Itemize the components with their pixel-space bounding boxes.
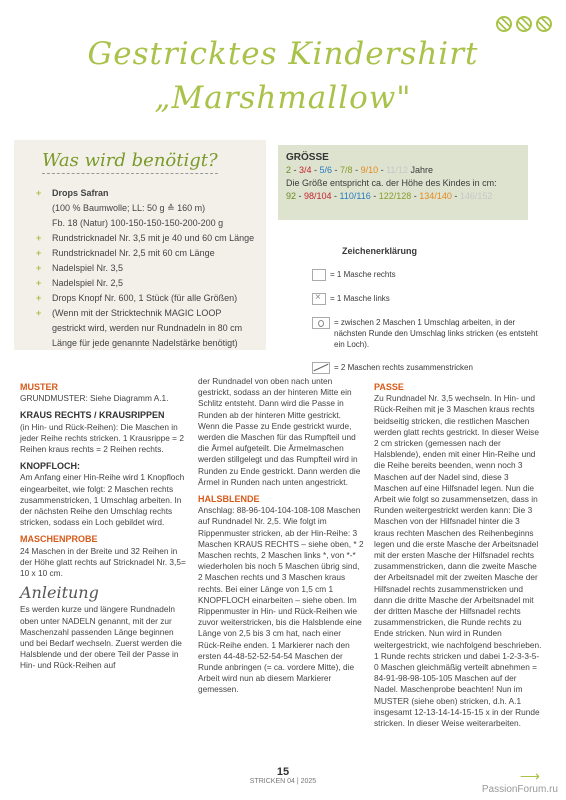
page-footer — [0, 766, 566, 785]
size-value: 122/128 — [378, 191, 412, 201]
legend-text: = 1 Masche links — [330, 294, 390, 303]
body-text: Es werden kurze und längere Rundnadeln oben unter NADELN genannt, mit der zur Maschenzahl passenden Länge beginnen und bei Bedarf wechseln. Zuerst werden die Halsblende und der obere Teil der Passe in Hin- und Rück-Reihen auf — [20, 604, 182, 671]
materials-item: + Rundstricknadel Nr. 2,5 mit 60 cm Länge — [46, 246, 254, 261]
yarn-icon — [536, 16, 552, 32]
body-text: 24 Maschen in der Breite und 32 Reihen in der Höhe glatt rechts auf Stricknadel Nr. 3,5= 10 x 10 cm. — [20, 545, 186, 579]
size-value: 11/12 — [386, 165, 408, 175]
materials-item: + Rundstricknadel Nr. 3,5 mit je 40 und 60 cm Länge — [46, 231, 254, 246]
size-value: 134/140 — [419, 191, 452, 201]
materials-item: gestrickt wird, werden nur Rundnadeln in 80 cm — [52, 323, 243, 333]
purl-symbol-icon — [312, 293, 326, 305]
section-heading: PASSE — [374, 382, 404, 392]
size-value: 7/8 — [340, 165, 353, 175]
body-text: Am Anfang einer Hin-Reihe wird 1 Knopfloch eingearbeitet, wie folgt: 2 Maschen rechts zusammenstricken, 1 Umschlag arbeiten. In der nächsten Reihe den Umschlag rechts stricken, sodass ein Loch gebildet wird. — [20, 472, 185, 528]
section-heading: MASCHENPROBE — [20, 534, 98, 545]
body-text: Anschlag: 88-96-104-104-108-108 Maschen auf Rundnadel Nr. 2,5. Wie folgt im Rippenmuster stricken, ab der Hin-Reihe: 3 Maschen KRAUS RECHTS – siehe oben, * 2 Maschen rechts, 2 Maschen links *, von *-* wiederholen bis noch 5 Maschen übrig sind, 2 Maschen rechts und 3 Maschen kraus rechts. Bei einer Länge von 1,5 cm 1 KNOPFLOCH einarbeiten – siehe oben. Im Rippenmuster in Hin- und Rück-Reihen wie zuvor weiterstricken, bis die Halsblende eine Länge von 2,5 bis 3 cm hat, nach einer Rück-Reihe enden. 1 Markierer nach den ersten 44-48-52-52-54-54 Maschen der Runde anbringen (= ca. vordere Mitte), die Arbeit wird nun ab diesem Markierer gemessen. — [198, 505, 364, 695]
yarn-icon — [516, 16, 532, 32]
legend-row — [300, 293, 540, 305]
legend-row — [300, 362, 540, 374]
watermark: PassionForum.ru — [481, 784, 558, 795]
knit-symbol-icon — [312, 269, 326, 281]
column-3 — [374, 376, 542, 729]
legend-heading: Zeichenerklärung — [342, 246, 418, 256]
size-value: 98/104 — [304, 191, 332, 201]
legend-text: = zwischen 2 Maschen 1 Umschlag arbeiten, in der nächsten Runde den Umschlag links stricken (es entsteht ein Loch). — [334, 318, 538, 349]
yarn-icon — [496, 16, 512, 32]
materials-list — [46, 186, 254, 351]
yarn-over-symbol-icon — [312, 317, 330, 329]
size-heading: GRÖSSE — [286, 152, 329, 163]
legend-row — [300, 269, 540, 281]
column-1 — [20, 376, 188, 672]
body-text: (in Hin- und Rück-Reihen): Die Maschen in jeder Reihe rechts stricken. 1 Krausrippe = 2 Reihen kraus rechts = 2 Reihen rechts. — [20, 421, 184, 455]
legend-text: = 2 Maschen rechts zusammenstricken — [334, 363, 473, 372]
size-note: Die Größe entspricht ca. der Höhe des Kindes in cm: — [286, 178, 497, 188]
publication-label: STRICKEN 04 | 2025 — [249, 778, 317, 785]
page-subtitle: „Marshmallow" — [154, 80, 412, 116]
legend-text: = 1 Masche rechts — [330, 270, 396, 279]
size-box — [278, 145, 528, 220]
materials-item: Fb. 18 (Natur) 100-150-150-150-200-200 g — [52, 218, 224, 228]
yarn-balls-decoration — [496, 16, 552, 32]
k2tog-symbol-icon — [312, 362, 330, 374]
materials-item: + Nadelspiel Nr. 3,5 — [46, 261, 254, 276]
body-text: Zu Rundnadel Nr. 3,5 wechseln. In Hin- und Rück-Reihen mit je 3 Maschen kraus rechts beidseitig stricken, die restlichen Maschen werden glatt rechts gestrickt. In dieser Weise 2 cm stricken (gemessen nach der Halsblende), enden mit einer Hin-Reihe und die Reihe bereits beenden, wenn noch 3 Maschen auf der Nadel sind, diese 3 Maschen auf eine Hilfsnadel legen. Nun die Arbeit wie folgt so zusammensetzen, dass in Runden weitergestrickt werden kann: Die 3 Maschen von der Hilfsnadel hinter die 3 kraus rechten Maschen des Reihenbeginns legen und die erste Masche der Arbeitsnadel mit der ersten Masche der Hilfsnadel rechts zusammenstricken, dann die zweite Masche der Arbeitsnadel mit der zweiten Masche der Hilfsnadel rechts zusammenstricken und dann die dritte Masche der Arbeitsnadel mit der dritten Masche der Hilfsnadel rechts zusammenstricken, die Runde rechts zu Ende stricken. Nun wird in Runden weitergestrickt, wie nachfolgend beschrieben. 1 Runde rechts stricken und dabei 1-2-3-3-5-0 Maschen gleichmäßig verteilt abnehmen = 84-91-98-98-105-105 Maschen auf der Nadel. Maschenprobe beachten! Nun im MUSTER (siehe oben) stricken, d.h. A.1 insgesamt 12-13-14-14-15-15 x in der Runde stricken. In dieser Weise weiterarbeiten. — [374, 393, 542, 729]
size-value: 9/10 — [360, 165, 379, 175]
stitch-legend — [300, 246, 540, 374]
legend-row — [300, 317, 540, 350]
instructions-heading: Anleitung — [20, 583, 99, 603]
size-value: 3/4 — [299, 165, 312, 175]
section-heading: HALSBLENDE — [198, 494, 260, 505]
column-2 — [198, 376, 364, 696]
section-heading: KNOPFLOCH: — [20, 461, 80, 472]
body-text: der Rundnadel von oben nach unten gestrickt, sodass an der hinteren Mitte ein Schlitz entsteht. Dann wird die Passe in Runden ab der hinteren Mitte gestrickt. Wenn die Passe zu Ende gestrickt wurde, werden die Maschen für das Rumpfteil und die Ärmel aufgeteilt. Die Ärmelmaschen werden stillgelegt und das Rumpfteil wird in Runden zu Ende gestrickt. Dann werden die Ärmel in Runden nach unten angestrickt. — [198, 376, 361, 487]
size-value: 146/152 — [459, 191, 493, 201]
materials-item: + Drops Safran — [46, 186, 254, 201]
size-value: 5/6 — [319, 165, 333, 175]
size-years: 2 - 3/4 - 5/6 - 7/8 - 9/10 - 11/12 Jahre — [286, 165, 433, 175]
size-value: 2 — [286, 165, 292, 175]
section-heading: KRAUS RECHTS / KRAUSRIPPEN — [20, 410, 165, 421]
materials-item: Länge für jede genannte Nadelstärke benötigt) — [52, 338, 238, 348]
materials-item: + Nadelspiel Nr. 2,5 — [46, 276, 254, 291]
size-value: 92 — [286, 191, 297, 201]
page-title: Gestricktes Kindershirt — [87, 36, 479, 72]
body-text: GRUNDMUSTER: Siehe Diagramm A.1. — [20, 393, 169, 404]
next-page-arrow-icon: ⟶ — [519, 768, 540, 784]
materials-box — [14, 140, 266, 350]
size-value: 110/116 — [339, 191, 371, 201]
materials-item: + Drops Knopf Nr. 600, 1 Stück (für alle Größen) — [46, 291, 254, 306]
size-heights: 92 - 98/104 - 110/116 - 122/128 - 134/140 - 146/152 — [286, 191, 493, 201]
section-heading: MUSTER — [20, 382, 58, 392]
materials-heading: Was wird benötigt? — [42, 150, 218, 174]
page-number: 15 — [276, 766, 290, 778]
materials-item: (100 % Baumwolle; LL: 50 g ≙ 160 m) — [52, 203, 206, 213]
materials-item: + (Wenn mit der Stricktechnik MAGIC LOOP — [46, 306, 254, 321]
